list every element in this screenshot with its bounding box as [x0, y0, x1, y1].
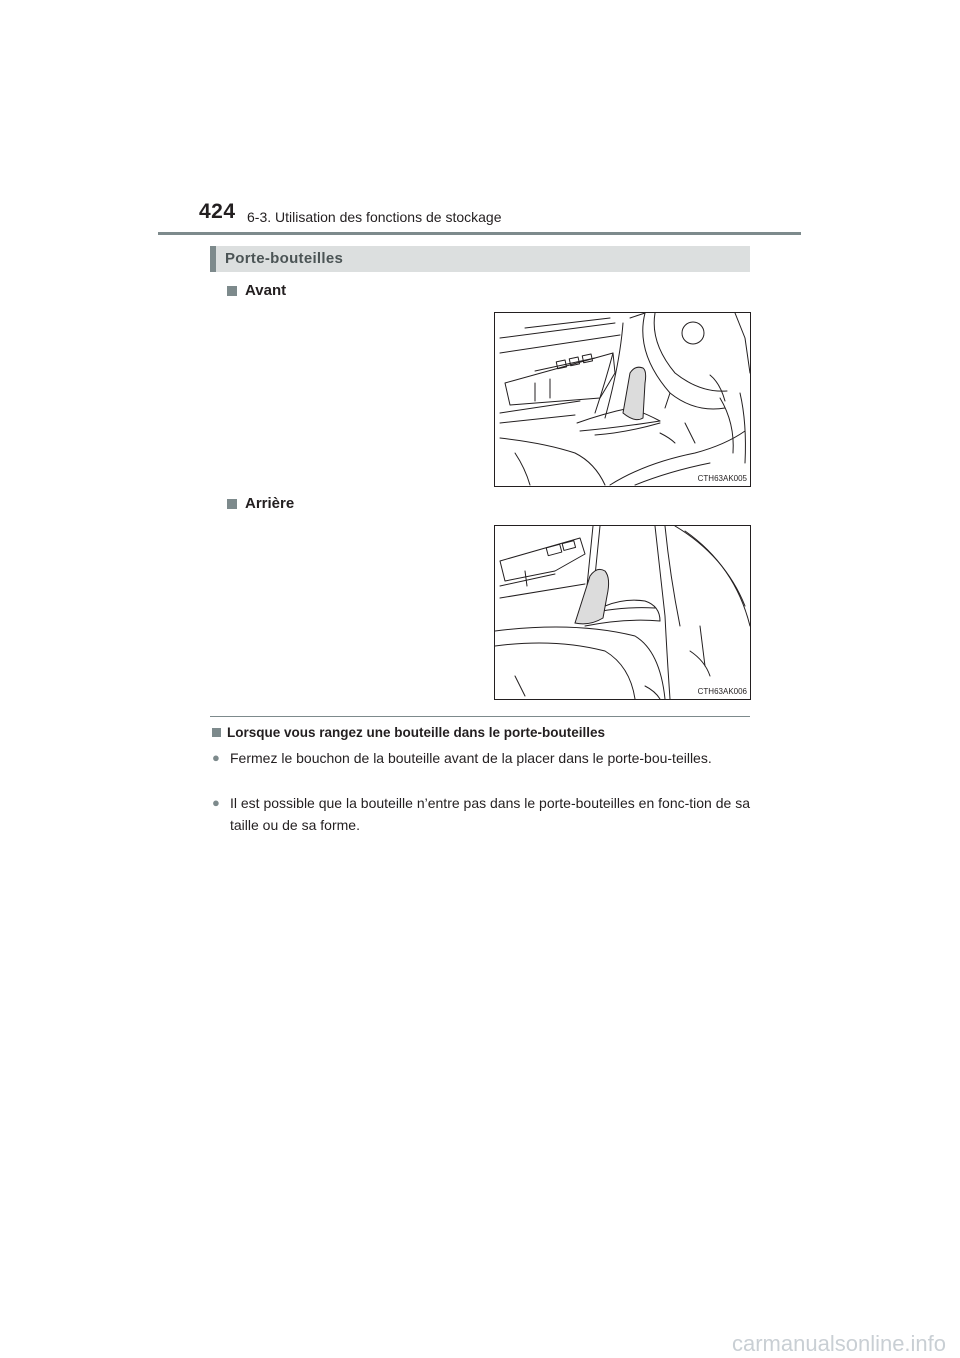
section-heading-bar	[210, 246, 750, 272]
subsection-rear-title: Arrière	[245, 495, 295, 512]
front-illustration-svg	[495, 313, 750, 486]
subsection-front-title: Avant	[245, 282, 287, 299]
figure-code: CTH63AK006	[697, 687, 747, 696]
header-rule	[158, 232, 801, 235]
chapter-title: 6-3. Utilisation des fonctions de stockage	[247, 209, 502, 225]
square-bullet-icon	[227, 286, 237, 296]
page-number: 424	[199, 200, 236, 223]
section-title: Porte-bouteilles	[225, 250, 344, 267]
bottle-holder-highlight	[575, 569, 609, 623]
watermark: carmanualsonline.info	[732, 1331, 947, 1356]
square-bullet-icon	[212, 728, 221, 737]
subsection-rear-heading	[227, 495, 294, 512]
bottle-holder-highlight	[623, 367, 646, 419]
note-item	[212, 747, 750, 769]
notes-rule	[210, 716, 750, 717]
square-bullet-icon	[227, 499, 237, 509]
subsection-front-heading	[227, 282, 286, 299]
notes-heading-text: Lorsque vous rangez une bouteille dans le porte-bouteilles	[227, 725, 606, 740]
section-accent	[210, 246, 216, 272]
rear-bottle-holder-illustration	[494, 525, 751, 700]
note-text: Il est possible que la bouteille n’entre pas dans le porte-bouteilles en fonc-tion de sa taille ou de sa forme.	[230, 795, 750, 833]
notes-heading	[212, 725, 605, 740]
note-item	[212, 792, 750, 836]
note-text: Fermez le bouchon de la bouteille avant de la placer dans le porte-bou-teilles.	[230, 750, 712, 766]
figure-code: CTH63AK005	[697, 474, 747, 483]
bullet-dot-icon: ●	[212, 795, 220, 810]
rear-illustration-svg	[495, 526, 750, 699]
front-bottle-holder-illustration	[494, 312, 751, 487]
bullet-dot-icon: ●	[212, 750, 220, 765]
